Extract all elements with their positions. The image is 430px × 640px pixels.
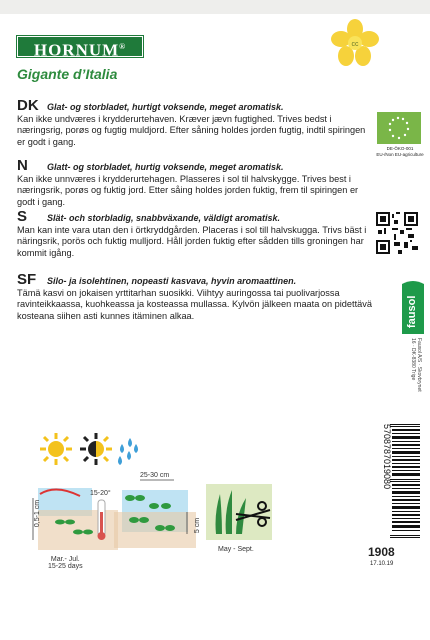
lang-code: SF [17, 271, 37, 288]
section-heading: Glat- og storbladet, hurtigt voksende, meget aromatisk. [47, 102, 284, 112]
section-s [17, 208, 372, 259]
product-title: Gigante d’Italia [17, 66, 118, 82]
top-band [0, 0, 430, 14]
barcode [370, 420, 424, 545]
flower-logo-icon [330, 18, 380, 68]
lang-code: N [17, 157, 28, 174]
height-label: 5 cm [194, 517, 202, 534]
qr-code-icon[interactable] [376, 212, 418, 254]
svg-text:cc: cc [351, 41, 359, 48]
section-body: Man kan inte vara utan den i örtkryddgården. Placeras i sol till halvskugga. Trivs bäst i näringsrik, porös och fuktig mulljord. Håll jorden fuktig efter sådden tills groningen har kommit igång. [17, 224, 367, 258]
section-dk [17, 97, 372, 148]
section-body: Tämä kasvi on jokaisen yrttitarhan suosikki. Viihtyy auringossa tai puolivarjossa ravinteikkaassa, kuohkeassa ja kosteassa mullassa. Kylvön jälkeen maata on pidettävä kosteana siihen asti kunnes itäminen alkaa. [17, 287, 372, 321]
lot-number: 1908 [368, 545, 395, 559]
sun-icon [38, 432, 74, 466]
barcode-number: 5708787019080 [382, 424, 392, 490]
half-shade-icon [78, 432, 114, 466]
section-sf [17, 271, 372, 322]
svg-text:fausol: fausol [406, 295, 418, 328]
lang-code: DK [17, 97, 39, 114]
section-heading: Silo- ja isolehtinen, nopeasti kasvava, hyvin aromaattinen. [47, 276, 297, 286]
eu-organic-leaf-icon [377, 112, 421, 144]
section-n [17, 157, 372, 208]
section-heading: Glatt- og storbladet, hurtig voksende, meget aromatisk. [47, 162, 284, 172]
lang-code: S [17, 208, 28, 225]
sowing-depth-label: 0,5-1 cm [34, 499, 42, 528]
company-address: Fausol A/S · Skovbrynet 16 · DK-8380 Trige [410, 338, 422, 392]
section-body: Kan ikke undværes i krydderurtehaven. Kræver jævn fugtighed. Trives bedst i næringsrig, porøs og fugtig muldjord. Efter såning holdes jorden fugtig, indtil spiringen er godt i gang. [17, 113, 366, 147]
spacing-label: 25-30 cm [140, 472, 170, 479]
brand-logo: HORNUM® [17, 36, 143, 57]
section-heading: Slät- och storbladig, snabbväxande, väldigt aromatisk. [47, 213, 281, 223]
lot-date: 17.10.19 [370, 561, 394, 567]
section-body: Kan ikke unnværes i krydderurtehagen. Plasseres i sol til halvskygge. Trives best i næringsrik, porøs og fuktig jord. Etter såing holdes jorden fuktig, frem til spiringen er godt i gang. [17, 173, 359, 207]
eu-certification: DE-ÖKO-001 EU-/Non EU-agriculture [376, 146, 424, 157]
harvest-period: May - Sept. [218, 546, 254, 553]
sowing-period: Mar.- Jul. 15-25 days [48, 556, 83, 570]
harvest-scissors-icon [206, 484, 272, 540]
water-drops-icon [116, 438, 140, 466]
fausol-logo [400, 278, 426, 334]
temperature-label: 15-20° [90, 490, 111, 497]
spacing-illustration [114, 476, 196, 548]
